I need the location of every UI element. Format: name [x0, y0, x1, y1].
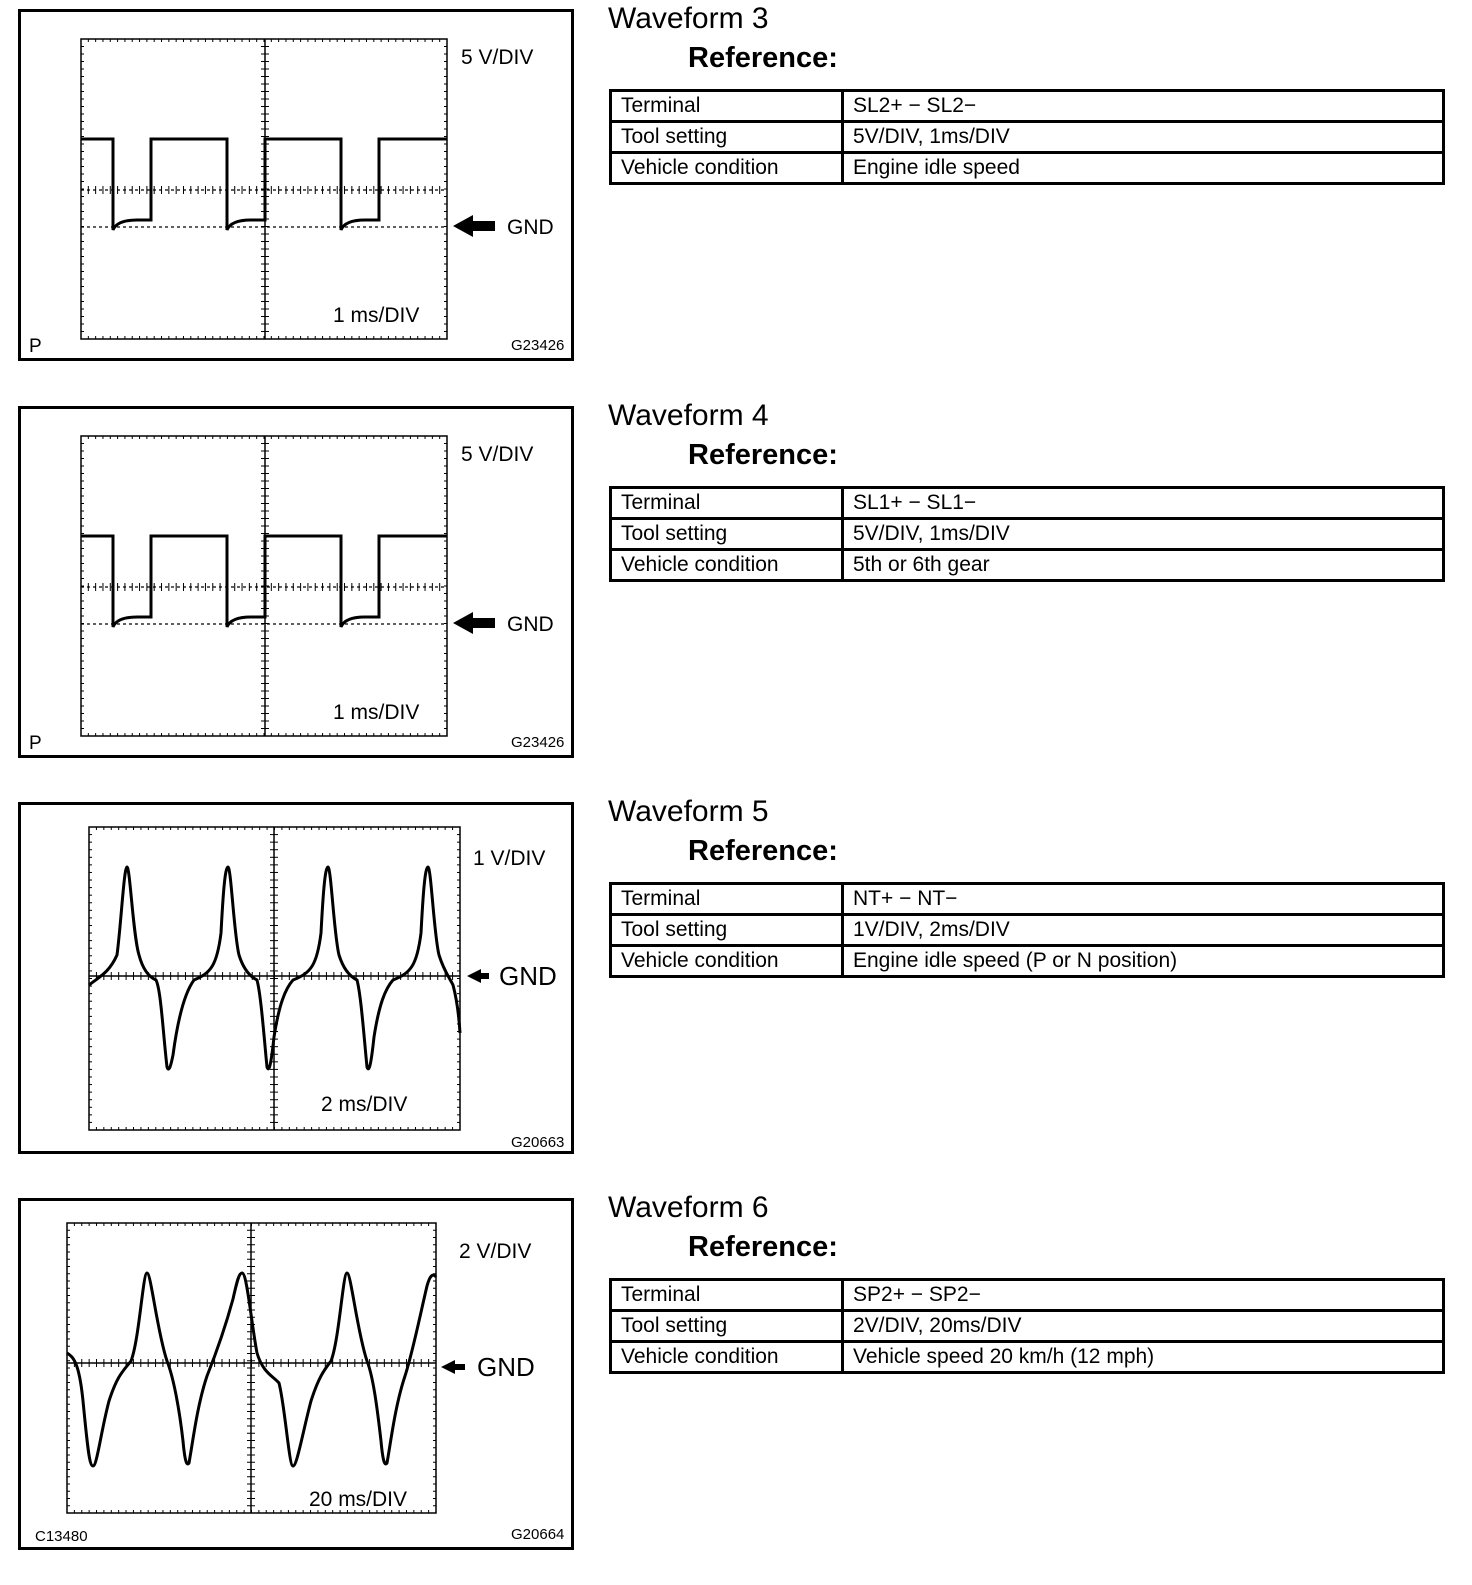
- row-key: Tool setting: [611, 1311, 843, 1342]
- waveform-title: Waveform 4: [608, 399, 769, 432]
- time-per-div-label: 20 ms/DIV: [309, 1488, 408, 1511]
- gnd-label: GND: [477, 1352, 535, 1382]
- waveform-5-section: [0, 793, 1472, 1189]
- gnd-label: GND: [499, 961, 557, 991]
- row-value: 1V/DIV, 2ms/DIV: [843, 915, 1444, 946]
- row-value: 5V/DIV, 1ms/DIV: [843, 122, 1444, 153]
- figure-corner-label: C13480: [35, 1528, 88, 1545]
- volts-per-div-label: 1 V/DIV: [473, 847, 546, 870]
- waveform-title: Waveform 6: [608, 1191, 769, 1224]
- table-row: [611, 550, 1444, 581]
- waveform-trace: [81, 139, 447, 230]
- table-row: [611, 946, 1444, 977]
- figure-code: G20664: [511, 1526, 565, 1543]
- row-value: SL1+ − SL1−: [843, 488, 1444, 519]
- row-value: SL2+ − SL2−: [843, 91, 1444, 122]
- oscilloscope-figure: [18, 9, 574, 361]
- table-row: [611, 1311, 1444, 1342]
- table-row: [611, 915, 1444, 946]
- row-key: Vehicle condition: [611, 946, 843, 977]
- reference-table: [609, 486, 1445, 582]
- table-row: [611, 1342, 1444, 1373]
- gnd-arrow-icon: [441, 1360, 465, 1374]
- row-key: Terminal: [611, 488, 843, 519]
- row-value: 2V/DIV, 20ms/DIV: [843, 1311, 1444, 1342]
- table-row: [611, 488, 1444, 519]
- table-row: [611, 91, 1444, 122]
- waveform-title: Waveform 5: [608, 795, 769, 828]
- waveform-4-section: [0, 397, 1472, 793]
- time-per-div-label: 2 ms/DIV: [321, 1093, 408, 1116]
- row-value: SP2+ − SP2−: [843, 1280, 1444, 1311]
- waveform-title: Waveform 3: [608, 2, 769, 35]
- gnd-arrow-icon: [453, 215, 495, 237]
- time-per-div-label: 1 ms/DIV: [333, 701, 420, 724]
- volts-per-div-label: 5 V/DIV: [461, 443, 534, 466]
- volts-per-div-label: 5 V/DIV: [461, 46, 534, 69]
- gnd-arrow-icon: [453, 612, 495, 634]
- oscilloscope-figure: [18, 1198, 574, 1550]
- row-key: Terminal: [611, 91, 843, 122]
- row-key: Tool setting: [611, 915, 843, 946]
- time-per-div-label: 1 ms/DIV: [333, 304, 420, 327]
- row-key: Tool setting: [611, 122, 843, 153]
- gnd-label: GND: [507, 613, 554, 636]
- waveform-3-section: [0, 0, 1472, 396]
- figure-corner-label: P: [29, 336, 42, 357]
- reference-table: [609, 1278, 1445, 1374]
- volts-per-div-label: 2 V/DIV: [459, 1240, 532, 1263]
- waveform-trace: [81, 536, 447, 627]
- figure-code: G20663: [511, 1134, 565, 1151]
- row-key: Terminal: [611, 884, 843, 915]
- row-key: Vehicle condition: [611, 1342, 843, 1373]
- table-row: [611, 1280, 1444, 1311]
- row-key: Vehicle condition: [611, 550, 843, 581]
- table-row: [611, 884, 1444, 915]
- figure-corner-label: P: [29, 733, 42, 754]
- oscilloscope-figure: [18, 802, 574, 1154]
- table-row: [611, 122, 1444, 153]
- row-value: Engine idle speed (P or N position): [843, 946, 1444, 977]
- figure-code: G23426: [511, 337, 565, 354]
- table-row: [611, 519, 1444, 550]
- row-key: Tool setting: [611, 519, 843, 550]
- reference-table: [609, 882, 1445, 978]
- figure-code: G23426: [511, 734, 565, 751]
- reference-heading: Reference:: [688, 42, 838, 74]
- table-row: [611, 153, 1444, 184]
- graticule: [67, 1223, 436, 1513]
- row-key: Terminal: [611, 1280, 843, 1311]
- gnd-arrow-icon: [467, 969, 489, 983]
- reference-heading: Reference:: [688, 1231, 838, 1263]
- row-value: 5th or 6th gear: [843, 550, 1444, 581]
- row-value: Engine idle speed: [843, 153, 1444, 184]
- row-value: 5V/DIV, 1ms/DIV: [843, 519, 1444, 550]
- gnd-label: GND: [507, 216, 554, 239]
- row-value: Vehicle speed 20 km/h (12 mph): [843, 1342, 1444, 1373]
- reference-heading: Reference:: [688, 439, 838, 471]
- reference-heading: Reference:: [688, 835, 838, 867]
- graticule: [89, 827, 460, 1130]
- reference-table: [609, 89, 1445, 185]
- waveform-6-section: [0, 1189, 1472, 1585]
- row-key: Vehicle condition: [611, 153, 843, 184]
- oscilloscope-figure: [18, 406, 574, 758]
- row-value: NT+ − NT−: [843, 884, 1444, 915]
